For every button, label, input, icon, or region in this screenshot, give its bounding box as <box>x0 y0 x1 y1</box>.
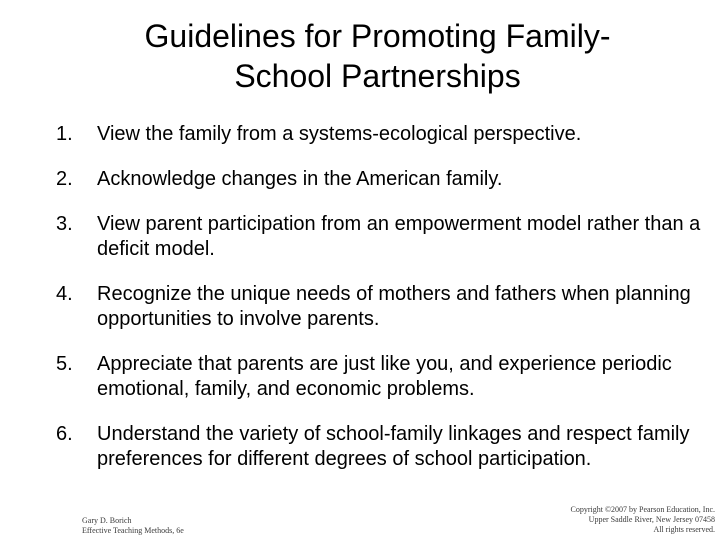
slide-title-line-2: School Partnerships <box>234 58 521 94</box>
list-item-number: 1. <box>56 123 73 145</box>
copyright-line-2: Upper Saddle River, New Jersey 07458 <box>588 515 715 524</box>
author-name: Gary D. Borich <box>82 516 132 525</box>
list-item-text: View parent participation from an empowerment model rather than a deficit model. <box>97 213 701 260</box>
list-item-text: View the family from a systems-ecological perspective. <box>97 123 582 145</box>
slide-title-line-1: Guidelines for Promoting Family- <box>144 18 611 54</box>
list-item-text: Acknowledge changes in the American family. <box>97 168 503 190</box>
list-item-number: 5. <box>56 353 73 375</box>
list-item-number: 6. <box>56 423 73 445</box>
guidelines-list <box>56 122 706 492</box>
author-footer <box>82 516 184 536</box>
copyright-line-1: Copyright ©2007 by Pearson Education, Inc. <box>570 505 715 514</box>
list-item <box>56 422 706 472</box>
list-item <box>56 352 706 402</box>
list-item-number: 3. <box>56 213 73 235</box>
copyright-footer <box>571 505 716 535</box>
copyright-line-3: All rights reserved. <box>653 525 715 534</box>
book-title: Effective Teaching Methods, 6e <box>82 526 184 535</box>
list-item-text: Appreciate that parents are just like you, and experience periodic emotional, family, and economic problems. <box>97 353 672 400</box>
list-item <box>56 282 706 332</box>
list-item-number: 4. <box>56 283 73 305</box>
slide-title <box>70 16 685 96</box>
list-item-text: Understand the variety of school-family linkages and respect family preferences for different degrees of school participation. <box>97 423 690 470</box>
list-item-text: Recognize the unique needs of mothers and fathers when planning opportunities to involve parents. <box>97 283 691 330</box>
list-item <box>56 122 706 147</box>
list-item <box>56 212 706 262</box>
list-item-number: 2. <box>56 168 73 190</box>
list-item <box>56 167 706 192</box>
